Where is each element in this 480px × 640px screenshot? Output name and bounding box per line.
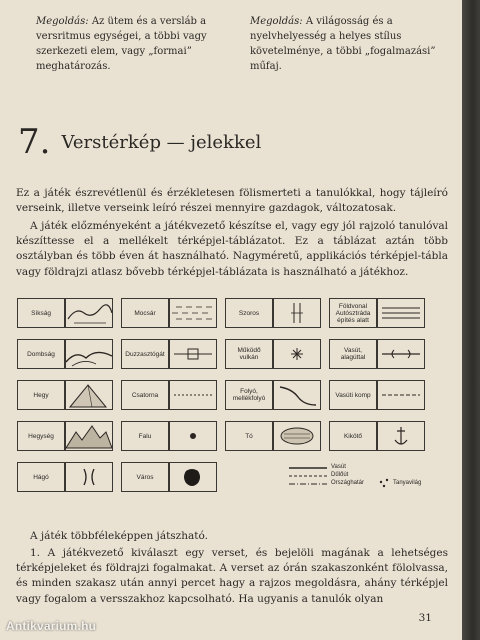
solution-right	[250, 14, 448, 74]
legend-path: Dűlőút	[331, 472, 349, 478]
legend-label-cell	[329, 421, 377, 451]
range-sketch-icon	[66, 422, 112, 450]
river-icon	[274, 381, 320, 409]
lower-paragraph-1: A játék többféleképpen játszható.	[30, 530, 208, 542]
legend-label: Hegy	[33, 391, 49, 399]
legend-label-cell	[17, 380, 65, 410]
dam-symbol	[169, 339, 217, 369]
solution-left	[36, 14, 241, 74]
city-icon	[170, 463, 216, 491]
legend-label: Hágó	[33, 473, 49, 481]
volcano-symbol	[273, 339, 321, 369]
legend-label: Kikötő	[343, 432, 363, 440]
river-symbol	[273, 380, 321, 410]
mountain-sketch-icon	[66, 381, 112, 409]
pass-symbol	[65, 462, 113, 492]
village-icon	[170, 422, 216, 450]
canal-symbol	[169, 380, 217, 410]
lake-icon	[274, 422, 320, 450]
ferry-icon	[378, 381, 424, 409]
legend-label-cell	[329, 339, 377, 369]
legend-label-cell	[121, 421, 169, 451]
legend-label-cell	[17, 298, 65, 328]
anchor-icon	[378, 422, 424, 450]
chapter-heading	[18, 124, 261, 160]
legend-label: Folyó, mellékfolyó	[232, 388, 266, 402]
strait-symbol	[273, 298, 321, 328]
plain-symbol	[65, 298, 113, 328]
legend-label-cell	[225, 339, 273, 369]
solution-right-lead: Megoldás:	[250, 16, 303, 27]
plain-sketch-icon	[66, 299, 112, 327]
legend-label: Szoros	[238, 309, 260, 317]
legend-label: Működő vulkán	[237, 347, 261, 361]
mountain-symbol	[65, 380, 113, 410]
legend-label-cell	[329, 298, 377, 328]
solution-left-text: Az ütem és a versláb a versritmus egységei, a többi vagy szerkezeti elem, vagy „formai” meghatározás.	[36, 16, 207, 72]
tunnel-symbol	[377, 339, 425, 369]
legend-label-cell	[121, 298, 169, 328]
legend-label: Vasút, alagúttal	[340, 347, 366, 361]
legend-label: Földvonal Autósztráda építés alatt	[335, 302, 371, 324]
motorway-icon	[378, 299, 424, 327]
legend-label-cell	[121, 380, 169, 410]
canal-icon	[170, 381, 216, 409]
lower-paragraph-2: 1. A játékvezető kiválaszt egy verset, és bejelöli magának a lehetséges térképjeleket és földrajzi fogalmakat. A verset az órán szakaszonként fölolvassa, és minden szakasz után annyi percet hagy a rajzos megoldásra, ahány térképjel vagy fogalom a versszakhoz kapcsolható. Ha ugyanis a tanulók olyan	[16, 547, 448, 605]
port-symbol	[377, 421, 425, 451]
swamp-icon	[170, 299, 216, 327]
watermark: Antikvarium.hu	[6, 619, 97, 633]
swamp-symbol	[169, 298, 217, 328]
hills-symbol	[65, 339, 113, 369]
legend-label-cell	[329, 380, 377, 410]
intro-paragraph-2: A játék előzményeként a játékvezető készítse el, vagy egy jól rajzoló tanulóval készíttesse el a mellékelt térképjel-táblázatot. Ez a táblázat aztán több osztályban és több éven át használható. Nagyméretű, applikációs térképjel-tábla vagy földrajzi atlasz bővebb térképjel-táblázata is használható a játékhoz.	[16, 220, 448, 278]
legend-label: Falu	[138, 432, 152, 440]
legend-label: Vasúti komp	[335, 391, 371, 399]
legend-rail: Vasút	[331, 464, 346, 470]
chapter-number: 7.	[18, 122, 51, 162]
ferry-symbol	[377, 380, 425, 410]
legend-label: Mocsár	[134, 309, 156, 317]
legend-label: Csatorna	[131, 391, 159, 399]
motorway-symbol	[377, 298, 425, 328]
solution-right-text: A világosság és a nyelvhelyesség a helyes stílus követelménye, a többi „fogalmazási” műfaj.	[250, 16, 436, 72]
book-spine	[462, 0, 480, 640]
legend-label-cell	[17, 421, 65, 451]
map-symbol-table	[17, 298, 437, 510]
legend-label-cell	[225, 380, 273, 410]
legend-label: Tó	[245, 432, 253, 440]
legend-label-cell	[17, 462, 65, 492]
legend-label-cell	[17, 339, 65, 369]
legend-label-cell	[121, 462, 169, 492]
strait-icon	[274, 299, 320, 327]
mountain-range-symbol	[65, 421, 113, 451]
chapter-title: Verstérkép — jelekkel	[61, 132, 262, 153]
legend-label: Duzzasztógát	[125, 350, 165, 358]
legend-label: Város	[136, 473, 154, 481]
volcano-icon	[274, 340, 320, 368]
tunnel-icon	[378, 340, 424, 368]
legend-border: Országhatár	[331, 480, 365, 486]
hills-sketch-icon	[66, 340, 112, 368]
pass-icon	[66, 463, 112, 491]
legend-label: Hegység	[28, 432, 54, 440]
legend-label-cell	[225, 421, 273, 451]
dam-icon	[170, 340, 216, 368]
city-symbol	[169, 462, 217, 492]
intro-paragraph-1: Ez a játék észrevétlenül és érzékletesen fölismerteti a tanulókkal, hogy tájleíró verseink, illetve verseink leíró részei mennyire gazdagok, változatosak.	[16, 187, 448, 215]
solution-left-lead: Megoldás:	[36, 16, 89, 27]
page-number: 31	[418, 612, 432, 624]
lake-symbol	[273, 421, 321, 451]
legend-label: Síkság	[31, 309, 51, 317]
legend-farm: Tanyavilág	[393, 480, 422, 486]
village-symbol	[169, 421, 217, 451]
legend-label-cell	[225, 298, 273, 328]
legend-label-cell	[121, 339, 169, 369]
legend-label: Dombság	[27, 350, 55, 358]
